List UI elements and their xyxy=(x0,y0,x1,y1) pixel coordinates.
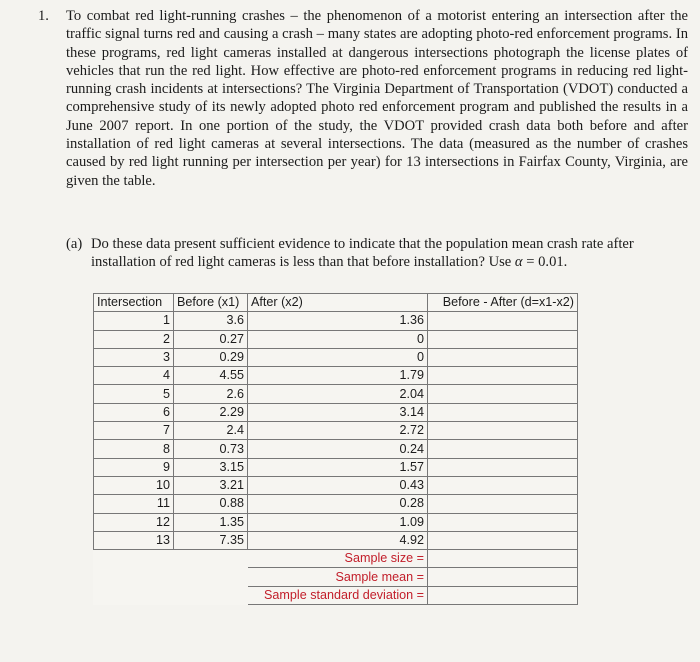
table-header-row xyxy=(94,294,578,312)
table-row xyxy=(94,403,578,421)
summary-row xyxy=(94,586,578,604)
before-cell: 2.6 xyxy=(174,385,248,403)
intersection-cell: 9 xyxy=(94,458,174,476)
before-cell: 7.35 xyxy=(174,531,248,549)
blank-cell xyxy=(94,586,248,604)
before-cell: 3.6 xyxy=(174,312,248,330)
question-text: To combat red light-running crashes – the phenomenon of a motorist entering an intersection after the traffic signal turns red and causing a crash – many states are adopting photo-red enforcement programs. In these programs, red light cameras installed at dangerous intersections photograph the license plates of vehicles that run the red light. How effective are photo-red enforcement programs in reducing red light-running crash incidents at intersections? The Virginia Department of Transportation (VDOT) conducted a comprehensive study of its newly adopted photo red enforcement program and published the results in a June 2007 report. In one portion of the study, the VDOT provided crash data both before and after installation of red light cameras at several intersections. The data (measured as the number of crashes caused by red light running per intersection per year) for 13 intersections in Fairfax County, Virginia, are given the table. xyxy=(66,8,688,189)
before-cell: 1.35 xyxy=(174,513,248,531)
table-row xyxy=(94,440,578,458)
header-after: After (x2) xyxy=(248,294,428,312)
after-cell: 2.72 xyxy=(248,422,428,440)
after-cell: 1.57 xyxy=(248,458,428,476)
summary-row xyxy=(94,568,578,586)
difference-cell xyxy=(428,367,578,385)
before-cell: 0.88 xyxy=(174,495,248,513)
blank-cell xyxy=(94,568,248,586)
difference-cell xyxy=(428,513,578,531)
after-cell: 3.14 xyxy=(248,403,428,421)
after-cell: 0 xyxy=(248,348,428,366)
table-row xyxy=(94,513,578,531)
difference-cell xyxy=(428,330,578,348)
intersection-cell: 7 xyxy=(94,422,174,440)
part-a-text xyxy=(91,235,686,272)
summary-label: Sample mean = xyxy=(248,568,428,586)
intersection-cell: 4 xyxy=(94,367,174,385)
intersection-cell: 5 xyxy=(94,385,174,403)
difference-cell xyxy=(428,385,578,403)
before-cell: 2.29 xyxy=(174,403,248,421)
intersection-cell: 13 xyxy=(94,531,174,549)
table-row xyxy=(94,476,578,494)
summary-value-cell[interactable] xyxy=(428,568,578,586)
after-cell: 4.92 xyxy=(248,531,428,549)
summary-value-cell[interactable] xyxy=(428,586,578,604)
part-a-label: (a) xyxy=(66,236,83,252)
before-cell: 0.73 xyxy=(174,440,248,458)
after-cell: 0.28 xyxy=(248,495,428,513)
after-cell: 1.79 xyxy=(248,367,428,385)
after-cell: 2.04 xyxy=(248,385,428,403)
after-cell: 1.36 xyxy=(248,312,428,330)
part-a xyxy=(66,235,686,272)
crash-data-table xyxy=(93,293,578,605)
summary-label: Sample size = xyxy=(248,550,428,568)
intersection-cell: 11 xyxy=(94,495,174,513)
before-cell: 4.55 xyxy=(174,367,248,385)
table-row xyxy=(94,385,578,403)
difference-cell xyxy=(428,348,578,366)
table-row xyxy=(94,312,578,330)
after-cell: 0 xyxy=(248,330,428,348)
header-intersection: Intersection xyxy=(94,294,174,312)
difference-cell xyxy=(428,440,578,458)
table-row xyxy=(94,422,578,440)
before-cell: 0.29 xyxy=(174,348,248,366)
difference-cell xyxy=(428,476,578,494)
intersection-cell: 2 xyxy=(94,330,174,348)
alpha-value: = 0.01. xyxy=(522,254,568,271)
summary-value-cell[interactable] xyxy=(428,550,578,568)
table-row xyxy=(94,330,578,348)
before-cell: 3.21 xyxy=(174,476,248,494)
difference-cell xyxy=(428,403,578,421)
intersection-cell: 10 xyxy=(94,476,174,494)
table-row xyxy=(94,367,578,385)
blank-cell xyxy=(94,550,248,568)
table-row xyxy=(94,458,578,476)
part-a-text-main: Do these data present sufficient evidence to indicate that the population mean crash rate after installation of red light cameras is less than that before installation? Use xyxy=(91,236,634,271)
header-before: Before (x1) xyxy=(174,294,248,312)
after-cell: 1.09 xyxy=(248,513,428,531)
difference-cell xyxy=(428,312,578,330)
intersection-cell: 3 xyxy=(94,348,174,366)
intersection-cell: 1 xyxy=(94,312,174,330)
table-row xyxy=(94,531,578,549)
intersection-cell: 6 xyxy=(94,403,174,421)
before-cell: 2.4 xyxy=(174,422,248,440)
summary-row xyxy=(94,550,578,568)
after-cell: 0.43 xyxy=(248,476,428,494)
difference-cell xyxy=(428,531,578,549)
difference-cell xyxy=(428,458,578,476)
difference-cell xyxy=(428,495,578,513)
alpha-symbol: α xyxy=(514,254,523,271)
intersection-cell: 12 xyxy=(94,513,174,531)
header-difference: Before - After (d=x1-x2) xyxy=(428,294,578,312)
question-number: 1. xyxy=(38,8,49,24)
difference-cell xyxy=(428,422,578,440)
table-row xyxy=(94,348,578,366)
table-row xyxy=(94,495,578,513)
before-cell: 0.27 xyxy=(174,330,248,348)
after-cell: 0.24 xyxy=(248,440,428,458)
question-1 xyxy=(38,7,688,190)
intersection-cell: 8 xyxy=(94,440,174,458)
summary-label: Sample standard deviation = xyxy=(248,586,428,604)
before-cell: 3.15 xyxy=(174,458,248,476)
